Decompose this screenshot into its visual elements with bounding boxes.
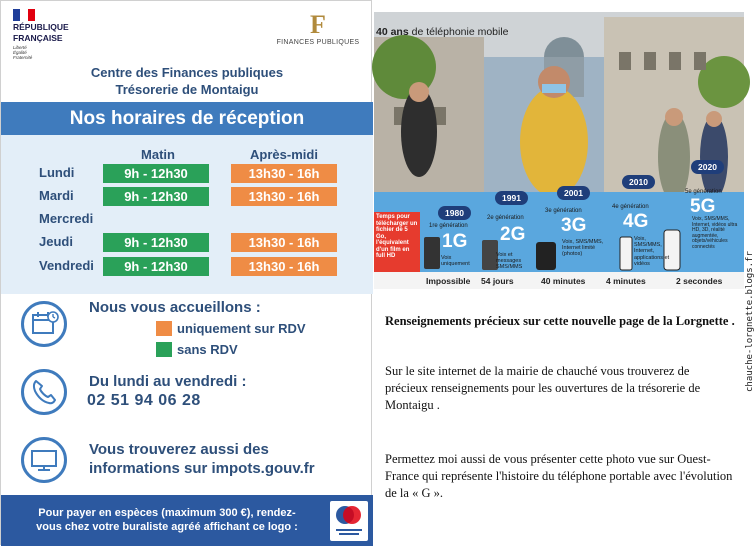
footer-line-2: vous chez votre buraliste agréé affichant ce logo : [36, 521, 298, 533]
info-line-1: Vous trouverez aussi des [89, 441, 269, 458]
era-2g-label: 2G [500, 224, 526, 245]
jours-title: Du lundi au vendredi : [89, 373, 247, 390]
slot-jeudi-apres-midi: 13h30 - 16h [231, 233, 337, 252]
infographic-title-bold: 40 ans [376, 26, 409, 38]
era-3g-label: 3G [561, 215, 587, 236]
republique-line-2: FRANÇAISE [13, 33, 63, 43]
era-1g-time: Impossible [426, 276, 471, 286]
french-flag-icon [13, 9, 35, 21]
day-jeudi: Jeudi [39, 234, 73, 249]
slot-vendredi-matin: 9h - 12h30 [103, 257, 209, 276]
center-title: Centre des Finances publiques [90, 65, 284, 80]
infographic-title-rest: de téléphonie mobile [408, 26, 509, 38]
era-4g-desc: Voix, SMS/MMS, Internet, applications et vidéos [634, 236, 670, 267]
slot-mardi-matin: 9h - 12h30 [103, 187, 209, 206]
era-2g-desc: Voix et messages SMS/MMS [496, 252, 523, 271]
era-4g-label: 4G [623, 211, 649, 232]
era-1g-year: 1980 [438, 206, 471, 220]
finances-publiques-icon: F [310, 10, 326, 39]
phone-number: 02 51 94 06 28 [87, 392, 201, 409]
era-2g-time: 54 jours [481, 276, 514, 286]
legend-sans-rdv-label: sans RDV [177, 342, 238, 357]
infographic-title [376, 26, 509, 38]
era-4g-time: 4 minutes [606, 276, 646, 286]
era-5g-gen: 5e génération [685, 189, 722, 195]
era-5g-label: 5G [690, 196, 716, 217]
temps-telechargement-box: Temps pour télécharger un fichier de 5 Go, l'équivalent d'un film en full HD [374, 212, 420, 272]
column-header-apres-midi: Après-midi [250, 147, 318, 162]
era-3g-gen: 3e génération [545, 208, 582, 214]
slot-lundi-apres-midi: 13h30 - 16h [231, 164, 337, 183]
article-paragraph-1: Sur le site internet de la mairie de chauché vous trouverez de précieux renseignements pour les ouvertures de la trésorerie de Montaigu . [385, 364, 701, 412]
era-1g-desc: Voix uniquement [441, 255, 470, 268]
horaires-banner: Nos horaires de réception [1, 102, 373, 135]
motto-fraternite: Fraternité [13, 55, 33, 60]
era-2g-gen: 2e génération [487, 215, 524, 221]
era-4g-year: 2010 [622, 175, 655, 189]
era-1g-gen: 1re génération [429, 223, 468, 229]
legend-rdv-label: uniquement sur RDV [177, 321, 306, 336]
column-header-matin: Matin [141, 147, 175, 162]
computer-screen-icon [21, 437, 67, 483]
slot-jeudi-matin: 9h - 12h30 [103, 233, 209, 252]
calendar-icon [21, 301, 67, 347]
legend-rdv [156, 321, 306, 336]
day-mardi: Mardi [39, 188, 74, 203]
legend-orange-swatch [156, 321, 172, 336]
motto-liberte: Liberté [13, 45, 27, 50]
era-3g-desc: Voix, SMS/MMS, Internet limité (photos) [562, 239, 604, 258]
era-3g-time: 40 minutes [541, 276, 586, 286]
article-paragraph-2: Permettez moi aussi de vous présenter cette photo vue sur Ouest-France qui représente l'histoire du téléphone portable avec l'évolution de la « G ». [385, 452, 733, 500]
era-5g-time: 2 secondes [676, 276, 723, 286]
day-mercredi: Mercredi [39, 211, 94, 226]
era-4g-gen: 4e génération [612, 204, 649, 210]
era-3g-year: 2001 [557, 186, 590, 200]
slot-lundi-matin: 9h - 12h30 [103, 164, 209, 183]
era-1g-label: 1G [442, 231, 468, 252]
finances-publiques-label: FINANCES PUBLIQUES [276, 39, 360, 46]
era-2g-year: 1991 [495, 191, 528, 205]
article-heading: Renseignements précieux sur cette nouvelle page de la Lorgnette . [385, 314, 735, 328]
era-5g-year: 2020 [691, 160, 724, 174]
center-subtitle: Trésorerie de Montaigu [115, 82, 259, 97]
paiement-proximite-logo [330, 501, 368, 541]
info-line-2: informations sur impots.gouv.fr [89, 460, 315, 477]
era-5g-desc: Voix, SMS/MMS, Internet, vidéos ultra HD, 3D, réalité augmentée, objets/véhicules connectés [692, 216, 738, 250]
motto-egalite: Égalité [13, 50, 27, 55]
street-photo [374, 12, 744, 289]
day-lundi: Lundi [39, 165, 75, 180]
footer-line-1: Pour payer en espèces (maximum 300 €), rendez- [38, 507, 296, 519]
phone-icon [21, 369, 67, 415]
finances-publiques-logo [263, 10, 373, 46]
telephonie-infographic [374, 12, 744, 289]
day-vendredi: Vendredi [39, 258, 94, 273]
republique-line-1: RÉPUBLIQUE [13, 22, 69, 32]
horaires-poster [0, 0, 372, 545]
slot-mardi-apres-midi: 13h30 - 16h [231, 187, 337, 206]
legend-green-swatch [156, 342, 172, 357]
blog-url-text: chauche-lorgnette.blogs.fr [745, 251, 755, 392]
accueil-title: Nous vous accueillons : [89, 299, 261, 316]
legend-sans-rdv [156, 342, 238, 357]
slot-vendredi-apres-midi: 13h30 - 16h [231, 257, 337, 276]
republique-francaise-logo [13, 9, 69, 60]
